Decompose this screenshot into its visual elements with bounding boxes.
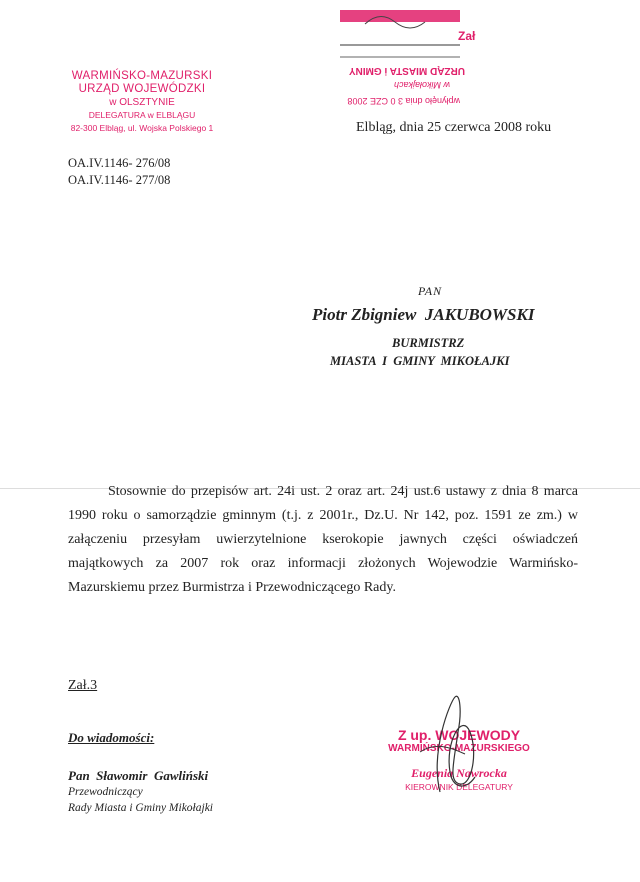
svg-text:wpłynęło dnia 3 0 CZE 2008: wpłynęło dnia 3 0 CZE 2008	[347, 96, 460, 106]
reference-number: OA.IV.1146- 276/08	[68, 156, 171, 170]
svg-text:w Mikołajkach: w Mikołajkach	[393, 80, 450, 90]
addressee-title: MIASTA I GMINY MIKOŁAJKI	[330, 354, 510, 368]
handwritten-signature	[400, 692, 510, 807]
svg-text:URZĄD MIASTA i GMINY: URZĄD MIASTA i GMINY	[348, 65, 465, 76]
cc-role: Przewodniczący	[68, 786, 143, 798]
addressee-salutation: PAN	[418, 284, 443, 298]
letterhead	[52, 70, 232, 135]
addressee-title: BURMISTRZ	[392, 336, 465, 350]
reference-number: OA.IV.1146- 277/08	[68, 173, 171, 187]
stamp-line: KIEROWNIK DELEGATURY	[405, 782, 513, 792]
attachment-note: Zał.3	[68, 678, 98, 693]
letterhead-line: w OLSZTYNIE	[109, 97, 175, 108]
letterhead-line: WARMIŃSKO-MAZURSKI	[71, 70, 213, 82]
stamp-signatory: Eugenia Nawrocka	[411, 766, 507, 780]
letter-body: Stosownie do przepisów art. 24i ust. 2 oraz art. 24j ust.6 ustawy z dnia 8 marca 1990 roku o samorządzie gminnym (t.j. z 2001r., Dz.U. Nr 142, poz. 1591 ze zm.) w załączeniu przesyłam uwierzytelnione kserokopie jawnych części oświadczeń majątkowych za 2007 rok oraz informacji złożonych Wojewodzie Warmińsko-Mazurskiemu przez Burmistrza i Przewodniczącego Rady.	[68, 484, 578, 595]
letterhead-line: URZĄD WOJEWÓDZKI	[78, 83, 206, 95]
cc-role: Rady Miasta i Gminy Mikołajki	[68, 802, 213, 814]
stamp-line: Z up. WOJEWODY	[397, 727, 521, 743]
cc-name: Pan Sławomir Gawliński	[68, 768, 209, 783]
cc-heading: Do wiadomości:	[68, 730, 155, 745]
stamp-line: WARMIŃSKO-MAZURSKIEGO	[388, 743, 530, 754]
letterhead-address: 82-300 Elbląg, ul. Wojska Polskiego 1	[70, 123, 214, 133]
addressee-name: Piotr Zbigniew JAKUBOWSKI	[312, 305, 535, 324]
received-stamp	[310, 10, 480, 115]
letterhead-line: DELEGATURA w ELBLĄGU	[88, 110, 196, 120]
svg-text:Zał: Zał	[458, 29, 476, 43]
date-line: Elbląg, dnia 25 czerwca 2008 roku	[356, 120, 552, 135]
